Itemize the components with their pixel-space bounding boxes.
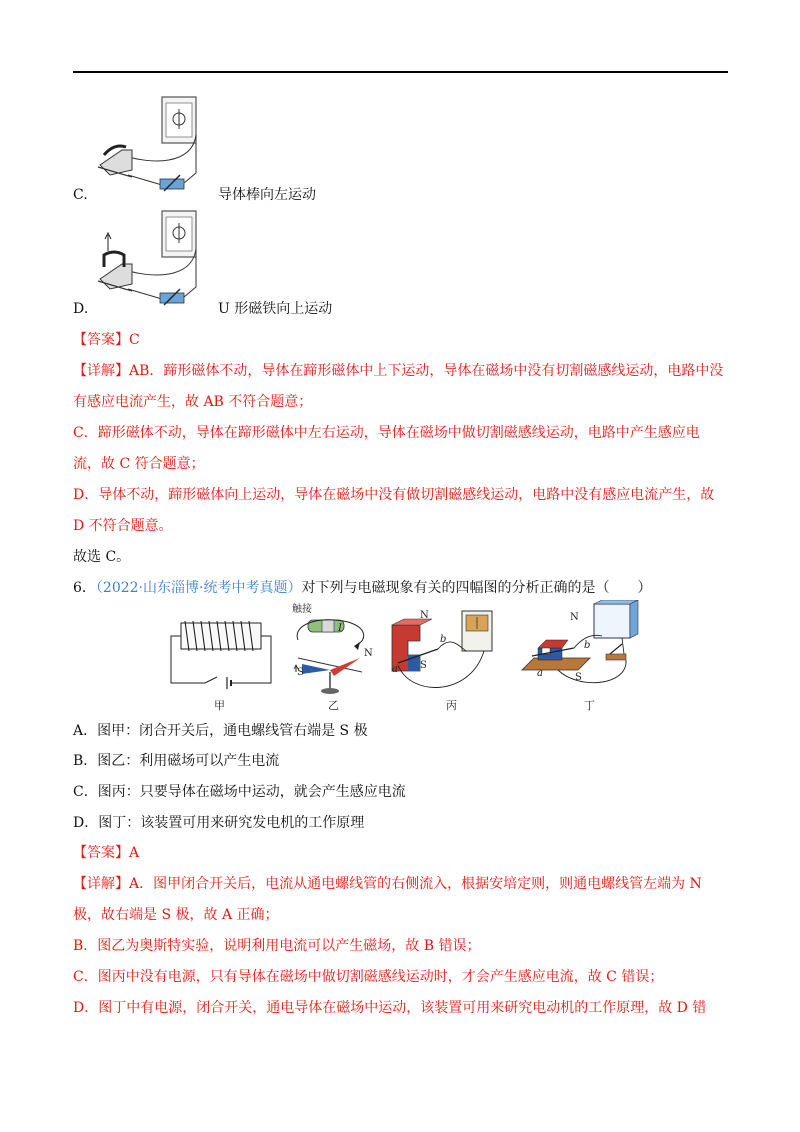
figure-jia-solenoid [165,605,277,697]
label-ding-a: a [537,668,543,679]
question-text: 对下列与电磁现象有关的四幅图的分析正确的是（ ） [301,580,652,596]
caption-yi: 乙 [328,699,339,712]
option-a: A．图甲：闭合开关后，通电螺线管右端是 S 极 [73,723,368,739]
option-c-text: 导体棒向左运动 [218,187,316,203]
figure-option-d [92,209,207,321]
detail-q5-line: D 不符合题意。 [73,518,173,534]
caption-jia: 甲 [214,699,225,712]
detail-q6-line: 【详解】A．图甲闭合开关后，电流从通电螺线管的右侧流入，根据安培定则，则通电螺线管左端为 N [73,876,702,892]
figure-option-c [92,95,207,207]
option-b: B．图乙：利用磁场可以产生电流 [73,753,280,769]
option-d-letter: D. [73,301,89,317]
answer-q6: 【答案】A [73,845,140,861]
option-d-text: U 形磁铁向上运动 [218,301,333,317]
label-ding-b: b [584,640,591,651]
caption-bing: 丙 [446,699,457,712]
question-6-stem [73,579,651,597]
label-current: I [338,623,342,634]
caption-ding: 丁 [584,699,595,712]
option-c: C．图丙：只要导体在磁场中运动，就会产生感应电流 [73,784,406,800]
detail-q5-line: D．导体不动，蹄形磁体向上运动，导体在磁场中没有做切割磁感线运动，电路中没有感应电流产生，故 [73,487,715,503]
detail-q5-line: C．蹄形磁体不动，导体在蹄形磁体中左右运动，导体在磁场中做切割磁感线运动，电路中产生感应电 [73,425,700,441]
detail-q6-line: B．图乙为奥斯特实验，说明利用电流可以产生磁场，故 B 错误； [73,938,481,954]
label-ding-s: S [575,672,582,683]
label-bing-a: a [392,664,398,675]
detail-q5-line: 有感应电流产生，故 AB 不符合题意； [73,394,313,410]
answer-q5: 【答案】C [73,332,140,348]
detail-q6-line: D．图丁中有电源，闭合开关，通电导体在磁场中运动，该装置可用来研究电动机的工作原理，故 D 错 [73,1000,707,1016]
question-source: （2022·山东淄博·统考中考真题） [95,580,302,596]
detail-q5-line: 【详解】AB．蹄形磁体不动，导体在蹄形磁体中上下运动，导体在磁场中没有切割磁感线运动，电路中没 [73,363,724,379]
label-ding-n: N [570,612,579,623]
label-bing-b: b [440,634,447,645]
question-number: 6． [73,580,96,596]
label-touch: 触接 [292,604,312,615]
figure-bing-generator [380,605,502,697]
header-rule [73,71,728,73]
detail-q5-line: 流，故 C 符合题意； [73,456,205,472]
detail-q6-line: 极，故右端是 S 极，故 A 正确； [73,907,279,923]
option-c-letter: C. [73,187,88,203]
detail-q6-line: C．图丙中没有电源，只有导体在磁场中做切割磁感线运动时，才会产生感应电流，故 C 错误； [73,969,664,985]
label-bing-s: S [420,660,427,671]
label-bing-n: N [420,610,429,621]
label-yi-n: N [364,648,373,659]
conclusion-q5: 故选 C。 [73,549,131,565]
label-yi-s: S [297,667,304,678]
option-d: D．图丁：该装置可用来研究发电机的工作原理 [73,815,365,831]
